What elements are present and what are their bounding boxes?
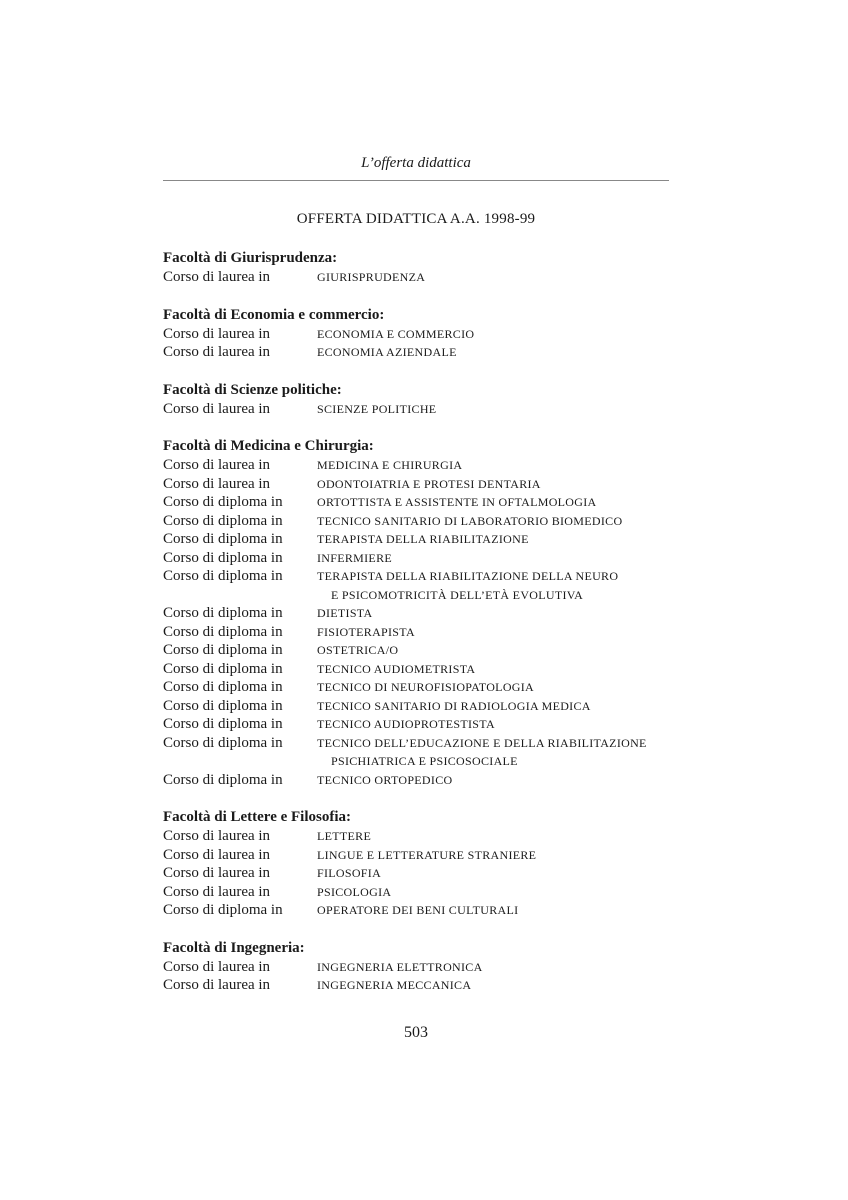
course-name-line: TECNICO AUDIOMETRISTA — [317, 661, 476, 676]
course-name-line: TERAPISTA DELLA RIABILITAZIONE DELLA NEURO — [317, 569, 619, 583]
course-type: Corso di diploma in — [163, 623, 283, 640]
faculty-section — [163, 437, 683, 789]
course-row — [163, 268, 683, 287]
course-row — [163, 734, 683, 771]
faculty-section — [163, 249, 683, 287]
course-row — [163, 456, 683, 475]
course-name — [317, 864, 381, 883]
course-type: Corso di laurea in — [163, 846, 271, 863]
course-row — [163, 641, 683, 660]
course-name-line: FISIOTERAPISTA — [317, 624, 415, 639]
course-row — [163, 325, 683, 344]
course-row — [163, 846, 683, 865]
course-name-line: FILOSOFIA — [317, 866, 382, 880]
page-title: OFFERTA DIDATTICA A.A. 1998-99 — [296, 211, 536, 227]
course-name — [317, 771, 452, 790]
course-type: Corso di diploma in — [163, 549, 283, 566]
course-type: Corso di diploma in — [163, 660, 283, 677]
course-name-line: LETTERE — [317, 829, 372, 843]
course-type: Corso di laurea in — [163, 325, 271, 342]
course-name — [317, 512, 622, 531]
course-type: Corso di diploma in — [163, 902, 283, 918]
course-type: Corso di laurea in — [163, 828, 271, 844]
course-name — [317, 976, 471, 995]
course-type: Corso di laurea in — [163, 977, 271, 993]
faculty-heading: Facoltà di Ingegneria: — [163, 939, 305, 956]
course-type: Corso di laurea in — [163, 344, 271, 360]
course-row — [163, 901, 683, 920]
course-name-line: TECNICO SANITARIO DI RADIOLOGIA MEDICA — [317, 698, 591, 713]
course-name-line: TECNICO DELL’EDUCAZIONE E DELLA RIABILITAZIONE — [317, 735, 647, 750]
course-name-line: INGEGNERIA ELETTRONICA — [317, 959, 483, 974]
course-type: Corso di diploma in — [163, 642, 283, 658]
course-row — [163, 958, 683, 977]
course-name-line: TECNICO AUDIOPROTESTISTA — [317, 717, 495, 731]
course-name — [317, 697, 591, 716]
course-name — [317, 827, 371, 846]
course-name-line: ECONOMIA AZIENDALE — [317, 345, 457, 359]
course-row — [163, 530, 683, 549]
header-rule — [163, 180, 669, 181]
course-name — [317, 846, 536, 865]
faculty-heading: Facoltà di Medicina e Chirurgia: — [163, 438, 374, 454]
page-number: 503 — [404, 1024, 428, 1041]
course-name — [317, 268, 425, 287]
faculty-section — [163, 939, 683, 995]
course-name — [317, 715, 495, 734]
course-name-line: TECNICO DI NEUROFISIOPATOLOGIA — [317, 680, 535, 694]
course-type: Corso di diploma in — [163, 531, 283, 547]
course-row — [163, 623, 683, 642]
course-type: Corso di diploma in — [163, 697, 283, 714]
course-row — [163, 827, 683, 846]
course-name-line: OPERATORE DEI BENI CULTURALI — [317, 903, 519, 917]
course-row — [163, 976, 683, 995]
course-row — [163, 604, 683, 623]
course-name-line: INGEGNERIA MECCANICA — [317, 978, 472, 992]
course-row — [163, 549, 683, 568]
course-name-line: TECNICO ORTOPEDICO — [317, 772, 453, 787]
course-name-line: TERAPISTA DELLA RIABILITAZIONE — [317, 532, 529, 546]
faculty-list — [163, 249, 683, 1014]
course-type: Corso di diploma in — [163, 679, 283, 695]
course-name — [317, 343, 457, 362]
course-type: Corso di diploma in — [163, 771, 283, 788]
course-row — [163, 864, 683, 883]
course-type: Corso di diploma in — [163, 494, 283, 510]
course-type: Corso di laurea in — [163, 457, 271, 473]
course-type: Corso di laurea in — [163, 883, 271, 900]
course-name-line: TECNICO SANITARIO DI LABORATORIO BIOMEDICO — [317, 513, 623, 528]
course-name-line: OSTETRICA/O — [317, 643, 399, 657]
course-name-line: MEDICINA E CHIRURGIA — [317, 458, 463, 472]
course-row — [163, 343, 683, 362]
course-name-line: PSICOLOGIA — [317, 884, 392, 899]
course-name — [317, 641, 398, 660]
course-row — [163, 678, 683, 697]
course-type: Corso di diploma in — [163, 568, 283, 584]
course-type: Corso di laurea in — [163, 400, 271, 417]
course-name-line: ECONOMIA E COMMERCIO — [317, 326, 475, 341]
course-name-line: GIURISPRUDENZA — [317, 270, 426, 284]
course-name-line: SCIENZE POLITICHE — [317, 401, 437, 416]
course-row — [163, 512, 683, 531]
course-row — [163, 400, 683, 419]
course-name-line: ODONTOIATRIA E PROTESI DENTARIA — [317, 476, 541, 491]
course-name — [317, 567, 618, 604]
faculty-heading: Facoltà di Economia e commercio: — [163, 306, 385, 323]
course-name-line: DIETISTA — [317, 606, 373, 620]
faculty-heading: Facoltà di Giurisprudenza: — [163, 250, 338, 266]
course-name — [317, 678, 534, 697]
course-name-line: LINGUE E LETTERATURE STRANIERE — [317, 847, 537, 862]
course-type: Corso di laurea in — [163, 475, 271, 492]
course-name — [317, 660, 475, 679]
course-row — [163, 660, 683, 679]
course-name — [317, 325, 474, 344]
course-type: Corso di diploma in — [163, 716, 283, 732]
course-type: Corso di diploma in — [163, 605, 283, 621]
course-name-continuation: PSICHIATRICA E PSICOSOCIALE — [331, 754, 518, 768]
course-row — [163, 567, 683, 604]
course-name — [317, 883, 391, 902]
faculty-section — [163, 381, 683, 419]
course-row — [163, 883, 683, 902]
course-name — [317, 530, 529, 549]
course-row — [163, 697, 683, 716]
course-type: Corso di diploma in — [163, 512, 283, 529]
faculty-heading: Facoltà di Scienze politiche: — [163, 381, 342, 398]
course-name-line: INFERMIERE — [317, 550, 392, 565]
course-row — [163, 475, 683, 494]
course-name — [317, 400, 436, 419]
course-type: Corso di diploma in — [163, 734, 283, 751]
course-name-continuation: E PSICOMOTRICITÀ DELL’ETÀ EVOLUTIVA — [331, 587, 584, 602]
course-name — [317, 493, 597, 512]
course-name — [317, 604, 372, 623]
course-name — [317, 958, 483, 977]
faculty-section — [163, 808, 683, 920]
course-name — [317, 549, 392, 568]
course-name — [317, 456, 462, 475]
course-type: Corso di laurea in — [163, 269, 271, 285]
course-name — [317, 901, 518, 920]
course-name — [317, 734, 647, 771]
course-row — [163, 715, 683, 734]
course-row — [163, 771, 683, 790]
faculty-heading: Facoltà di Lettere e Filosofia: — [163, 809, 351, 825]
running-head: L’offerta didattica — [361, 155, 471, 171]
course-name-line: ORTOTTISTA E ASSISTENTE IN OFTALMOLOGIA — [317, 495, 597, 509]
course-row — [163, 493, 683, 512]
course-name — [317, 623, 415, 642]
course-type: Corso di laurea in — [163, 958, 271, 975]
course-type: Corso di laurea in — [163, 865, 271, 881]
course-name — [317, 475, 541, 494]
faculty-section — [163, 306, 683, 362]
